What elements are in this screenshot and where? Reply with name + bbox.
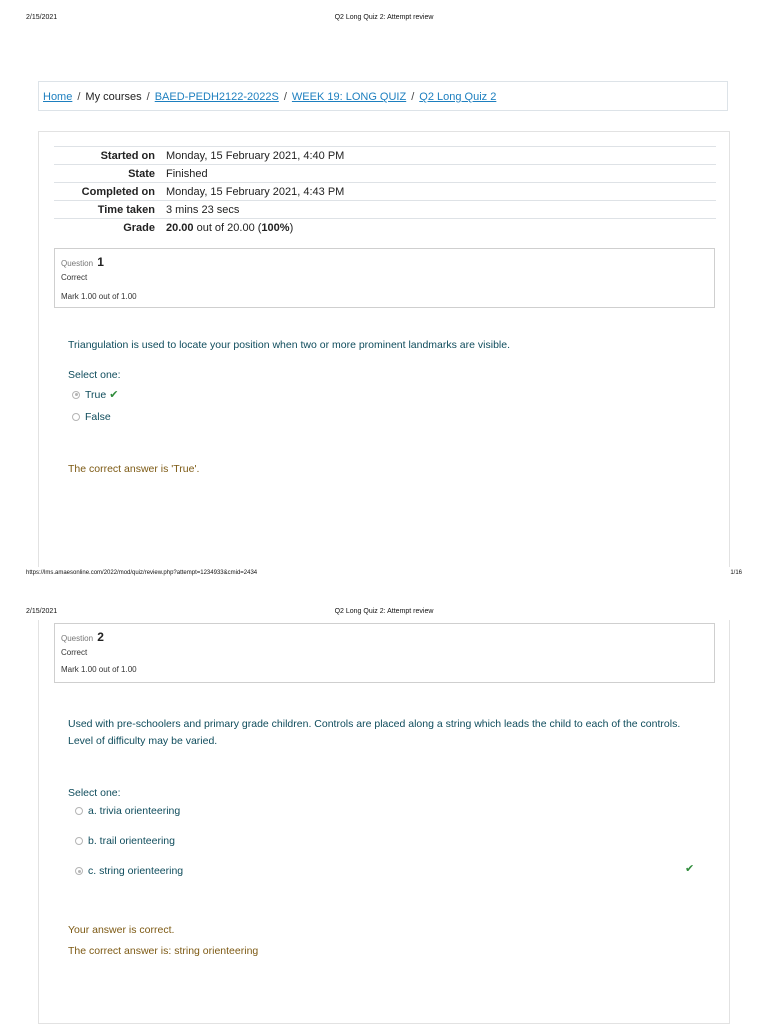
- q1-option-false[interactable]: [72, 411, 111, 423]
- radio-button-icon[interactable]: [75, 837, 83, 845]
- q1-correct-answer-feedback: The correct answer is 'True'.: [68, 463, 200, 475]
- print-title: Q2 Long Quiz 2: Attempt review: [334, 608, 434, 615]
- print-title: Q2 Long Quiz 2: Attempt review: [334, 14, 434, 21]
- radio-button-icon[interactable]: [75, 807, 83, 815]
- time-taken-value: 3 mins 23 secs: [166, 201, 716, 219]
- breadcrumb: [38, 81, 728, 111]
- print-footer-page-1: [0, 570, 768, 584]
- breadcrumb-my-courses: My courses: [85, 91, 142, 103]
- question-1-text: Triangulation is used to locate your position when two or more prominent landmarks are visible.: [68, 339, 510, 351]
- select-one-label: Select one:: [68, 787, 121, 799]
- q1-option-true[interactable]: [72, 388, 118, 401]
- question-mark: Mark 1.00 out of 1.00: [61, 292, 137, 301]
- print-date: 2/15/2021: [26, 14, 58, 21]
- grade-close: ): [289, 221, 294, 234]
- summary-row-completed: [54, 183, 716, 201]
- grade-score: 20.00: [166, 221, 194, 234]
- question-label: Question: [61, 634, 94, 643]
- question-number: [61, 630, 104, 644]
- q2-option-a[interactable]: [75, 805, 180, 817]
- radio-button-icon[interactable]: [72, 391, 80, 399]
- question-number: [61, 255, 104, 269]
- time-taken-label: Time taken: [54, 201, 166, 219]
- breadcrumb-separator: /: [77, 91, 81, 103]
- select-one-label: Select one:: [68, 369, 121, 381]
- option-label: True: [85, 388, 107, 401]
- question-state: Correct: [61, 273, 88, 282]
- option-label: c. string orienteering: [88, 865, 184, 877]
- print-date: 2/15/2021: [26, 608, 58, 615]
- breadcrumb-separator: /: [146, 91, 150, 103]
- q2-your-answer-feedback: Your answer is correct.: [68, 924, 175, 936]
- q2-option-c[interactable]: [75, 865, 183, 877]
- question-2-info: [54, 623, 715, 683]
- question-label: Question: [61, 259, 94, 268]
- state-label: State: [54, 165, 166, 183]
- state-value: Finished: [166, 165, 716, 183]
- grade-label: Grade: [54, 219, 166, 237]
- breadcrumb-quiz-link[interactable]: Q2 Long Quiz 2: [419, 91, 497, 103]
- question-mark: Mark 1.00 out of 1.00: [61, 665, 137, 674]
- grade-outof: out of 20.00 (: [193, 221, 262, 234]
- radio-button-icon[interactable]: [75, 867, 83, 875]
- print-page-number: 1/16: [730, 570, 742, 576]
- option-label: False: [85, 411, 111, 423]
- summary-row-grade: [54, 219, 716, 237]
- radio-button-icon[interactable]: [72, 413, 80, 421]
- breadcrumb-separator: /: [283, 91, 287, 103]
- question-2-text-line-1: Used with pre-schoolers and primary grade children. Controls are placed along a string which leads the child to each of the controls.: [68, 718, 681, 730]
- completed-value: Monday, 15 February 2021, 4:43 PM: [166, 183, 716, 201]
- breadcrumb-section-link[interactable]: WEEK 19: LONG QUIZ: [291, 91, 407, 103]
- breadcrumb-course-link[interactable]: BAED-PEDH2122-2022S: [154, 91, 279, 103]
- summary-row-time: [54, 201, 716, 219]
- grade-percent: 100%: [261, 221, 290, 234]
- print-header-page-1: [0, 14, 768, 28]
- question-2-text-line-2: Level of difficulty may be varied.: [68, 735, 218, 747]
- option-label: a. trivia orienteering: [88, 805, 181, 817]
- q2-option-b[interactable]: [75, 835, 175, 847]
- question-number-value: 1: [97, 255, 104, 269]
- grade-value: [166, 219, 716, 237]
- summary-row-started: [54, 147, 716, 165]
- attempt-summary-table: [54, 146, 716, 236]
- question-1-info: [54, 248, 715, 308]
- print-url: https://lms.amaesonline.com/2022/mod/quiz/review.php?attempt=1234933&cmid=2434: [26, 570, 258, 576]
- started-value: Monday, 15 February 2021, 4:40 PM: [166, 147, 716, 165]
- completed-label: Completed on: [54, 183, 166, 201]
- check-mark-icon: ✔: [685, 863, 695, 875]
- breadcrumb-home-link[interactable]: Home: [43, 91, 73, 103]
- q2-correct-answer-feedback: The correct answer is: string orienteering: [68, 945, 259, 957]
- question-state: Correct: [61, 648, 88, 657]
- started-label: Started on: [54, 147, 166, 165]
- summary-row-state: [54, 165, 716, 183]
- breadcrumb-separator: /: [411, 91, 415, 103]
- option-label: b. trail orienteering: [88, 835, 175, 847]
- check-mark-icon: ✔: [109, 389, 119, 401]
- question-number-value: 2: [97, 630, 104, 644]
